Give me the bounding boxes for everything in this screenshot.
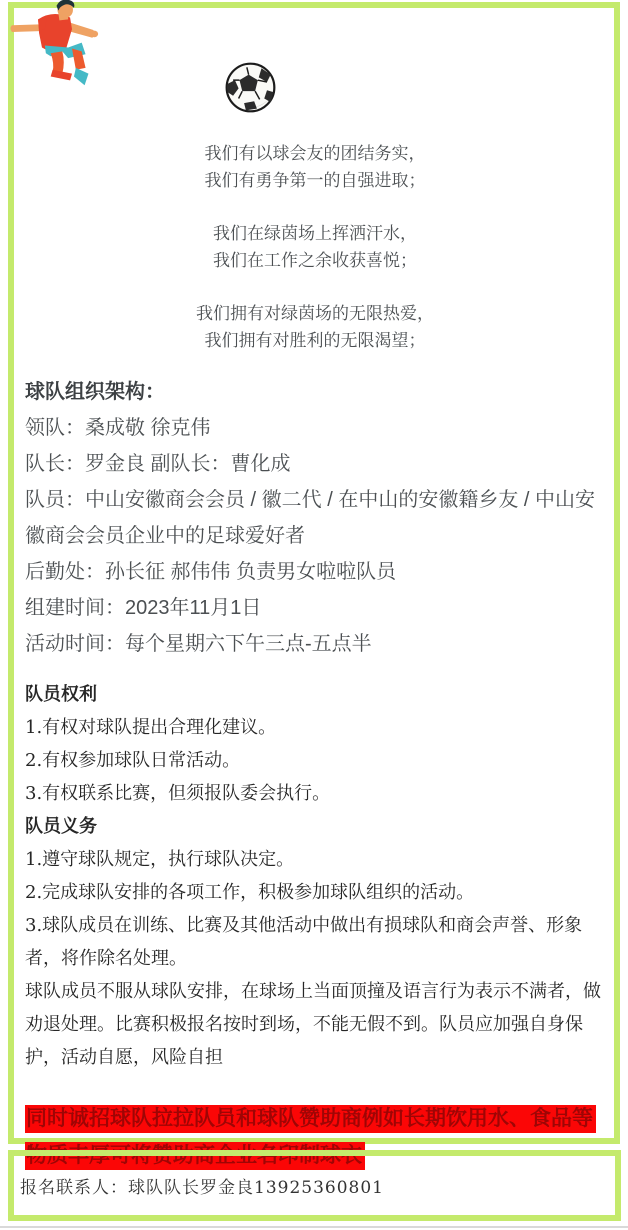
soccer-player-icon: [8, 0, 105, 93]
poem-line: 我们有勇争第一的自强进取；: [204, 171, 426, 190]
page-bottom-divider: [0, 1226, 628, 1228]
contact-box: [8, 1150, 621, 1221]
poem-stanza: [25, 300, 605, 354]
organization-heading: 球队组织架构：: [25, 381, 165, 403]
main-content-box: [8, 2, 620, 1167]
rights-duties-section: [25, 678, 605, 1074]
recruit-line: [25, 1100, 605, 1137]
rights-item: 1.有权对球队提出合理化建议。: [25, 717, 277, 738]
duties-item: 1.遵守球队规定，执行球队决定。: [25, 849, 295, 870]
highlighted-text: 物质丰厚可将赞助商企业名印制球衣: [25, 1142, 365, 1170]
org-line-activity-time: 活动时间：每个星期六下午三点-五点半: [25, 633, 372, 655]
poem-line: 我们有以球会友的团结务实，: [204, 144, 426, 163]
duties-item: 2.完成球队安排的各项工作，积极参加球队组织的活动。: [25, 882, 475, 903]
highlighted-text: 同时诚招球队拉拉队员和球队赞助商例如长期饮用水、食品等: [25, 1105, 596, 1133]
poem-stanza: [25, 140, 605, 194]
duties-item: 3.球队成员在训练、比赛及其他活动中做出有损球队和商会声誉、形象者，将作除名处理。: [25, 915, 583, 969]
team-motto-poem: [25, 8, 605, 354]
poem-stanza: [25, 220, 605, 274]
org-line-captain: 队长：罗金良 副队长：曹化成: [25, 453, 291, 475]
duties-paragraph: 球队成员不服从球队安排，在球场上当面顶撞及语言行为表示不满者，做劝退处理。比赛积极报名按时到场，不能无假不到。队员应加强自身保护，活动自愿，风险自担: [25, 981, 601, 1068]
contact-info: 报名联系人：球队队长罗金良13925360801: [20, 1178, 384, 1198]
poem-line: 我们拥有对胜利的无限渴望；: [204, 331, 426, 350]
org-line-members: 队员：中山安徽商会会员 / 徽二代 / 在中山的安徽籍乡友 / 中山安徽商会会员企业中的足球爱好者: [25, 489, 596, 547]
duties-heading: 队员义务: [25, 816, 97, 837]
poem-line: 我们拥有对绿茵场的无限热爱，: [196, 304, 434, 323]
rights-item: 3.有权联系比赛，但须报队委会执行。: [25, 783, 331, 804]
poem-line: 我们在绿茵场上挥洒汗水，: [213, 224, 417, 243]
soccer-ball-icon: [222, 60, 279, 115]
org-line-founded-date: 组建时间：2023年11月1日: [25, 597, 262, 619]
poem-line: 我们在工作之余收获喜悦；: [213, 251, 417, 270]
org-line-leaders: 领队：桑成敬 徐克伟: [25, 417, 211, 439]
rights-heading: 队员权利: [25, 684, 97, 705]
rights-item: 2.有权参加球队日常活动。: [25, 750, 241, 771]
org-line-logistics: 后勤处：孙长征 郝伟伟 负责男女啦啦队员: [25, 561, 397, 583]
organization-section: [25, 374, 605, 662]
